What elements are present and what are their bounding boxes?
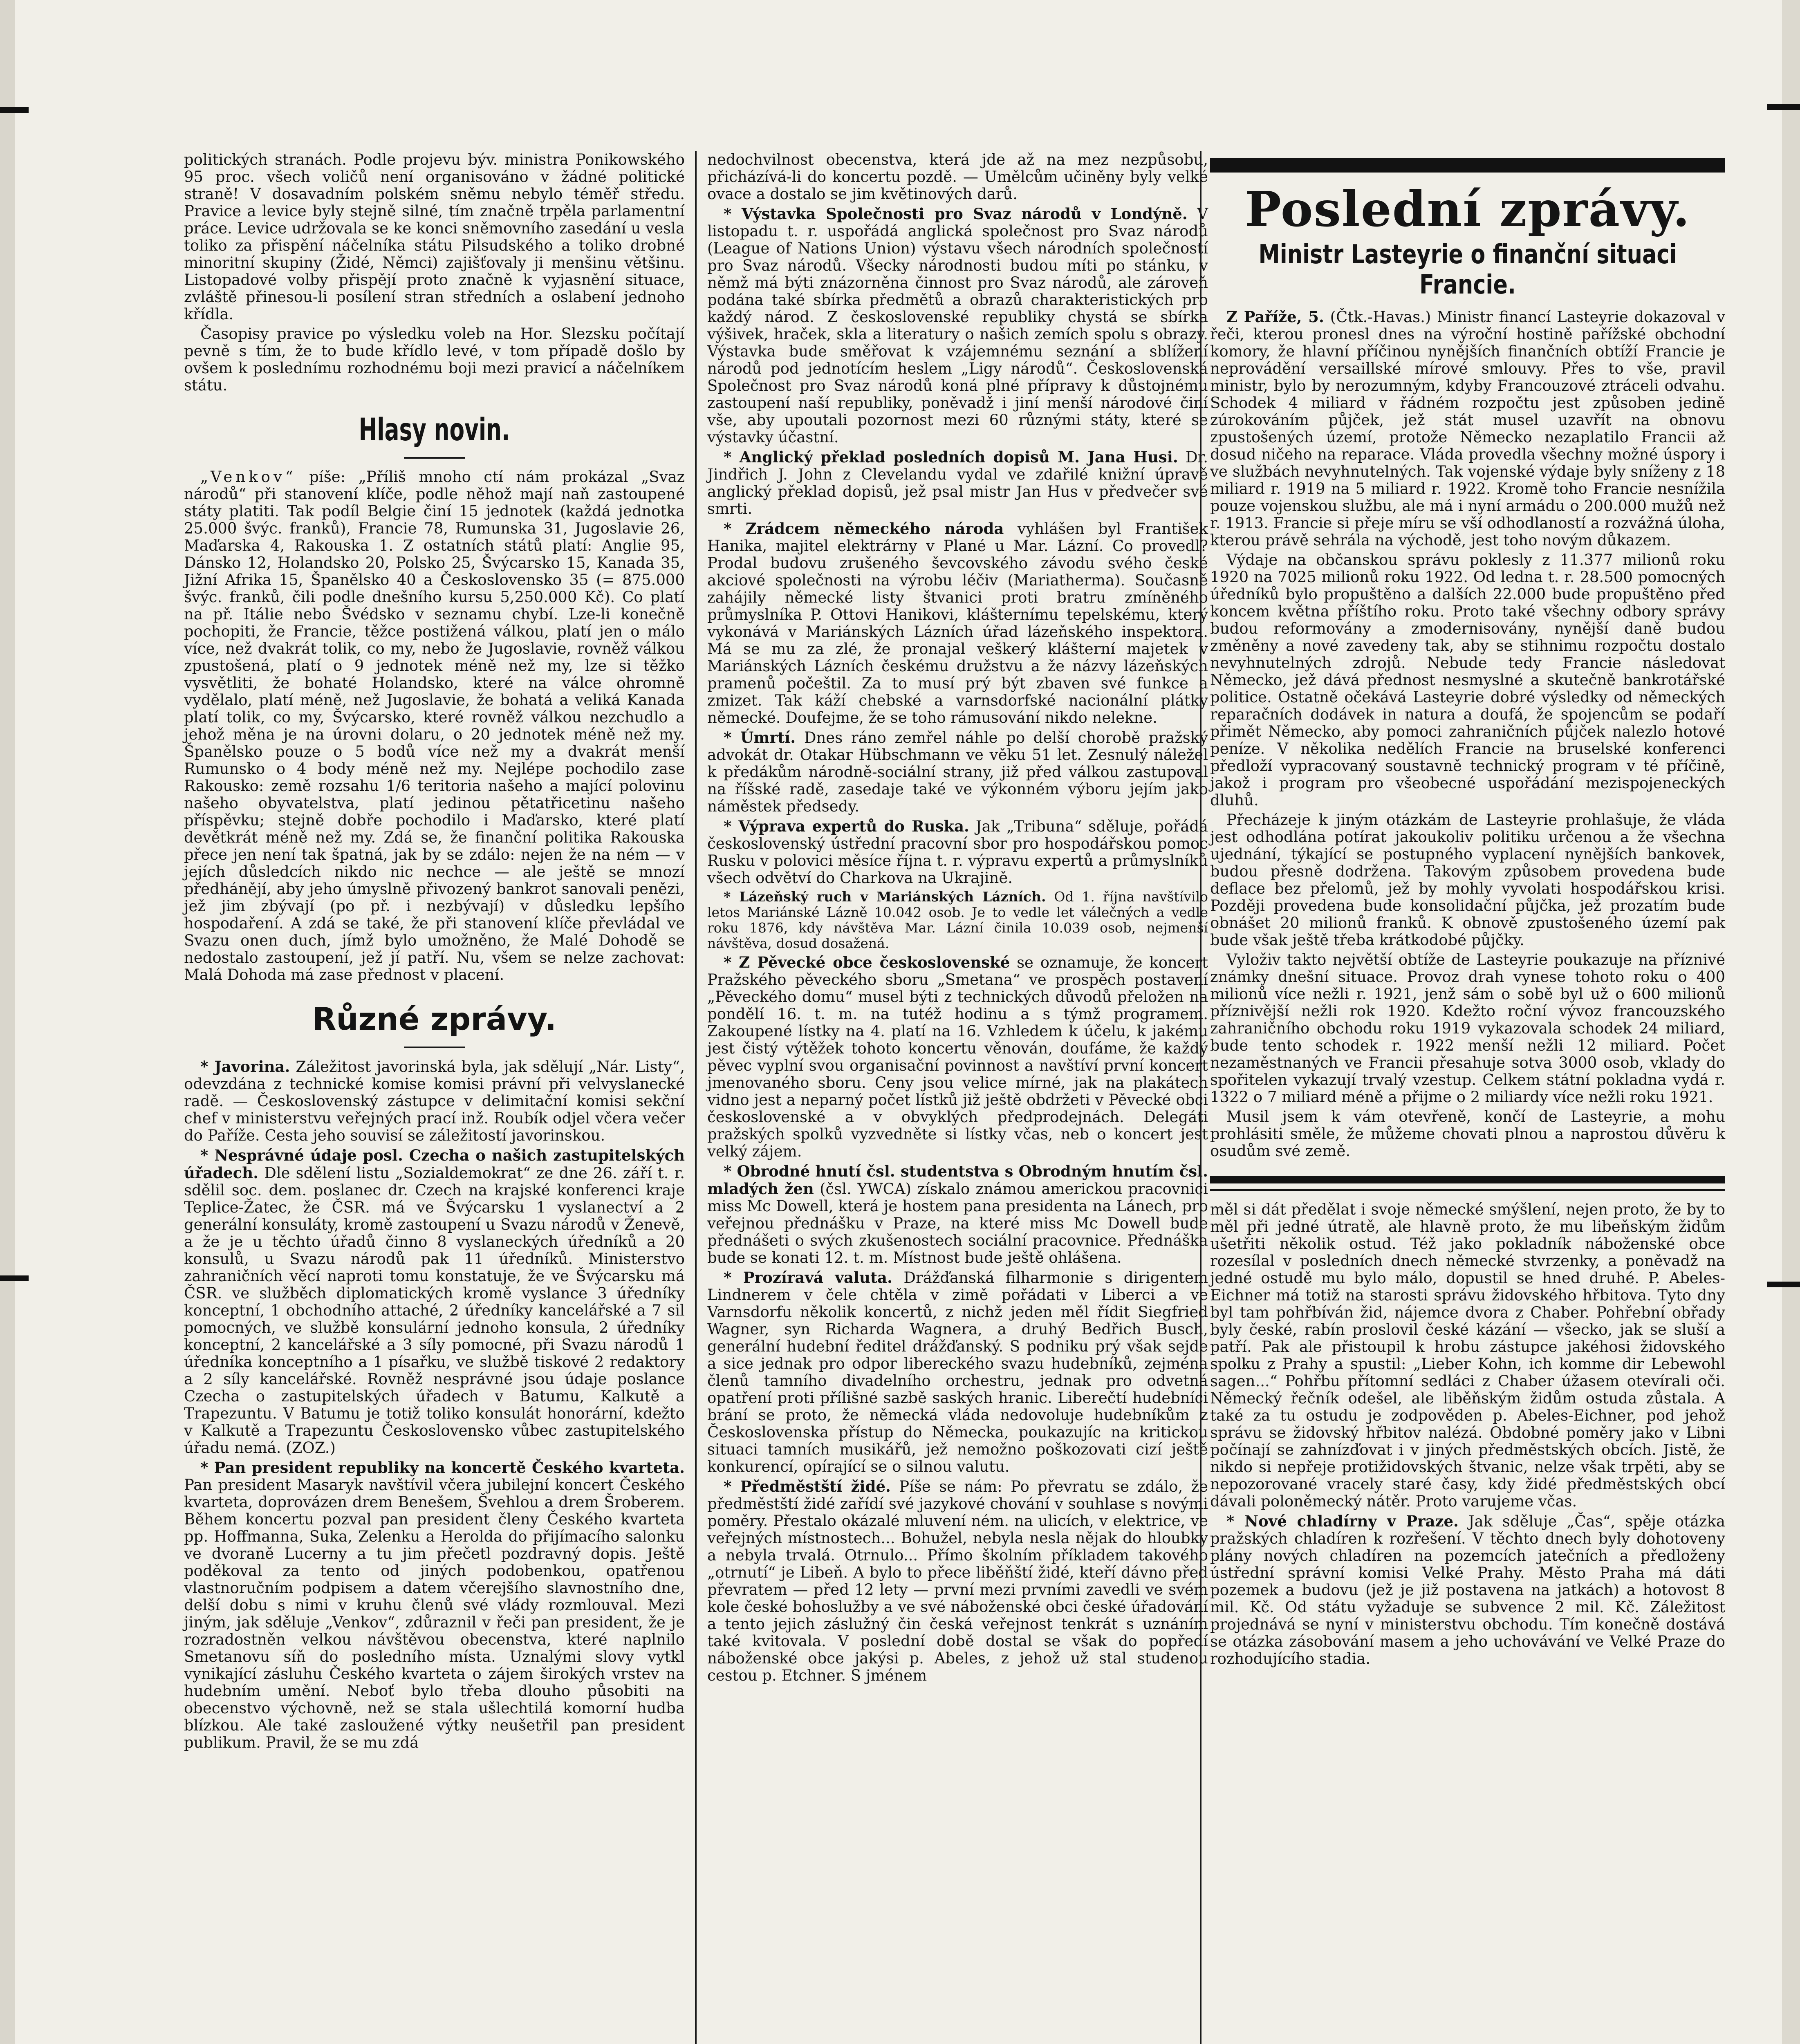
news-item [707,1269,1208,1475]
news-item-title: * Z Pěvecké obce československé [724,953,1010,971]
news-item-title: * Prozíravá valuta. [724,1269,892,1286]
news-item [1210,1513,1725,1667]
column-3 [1210,151,1725,1670]
news-item-title: * Lázeňský ruch v Mariánských Lázních. [724,889,1046,905]
article-paragraph: nedochvilnost obecenstva, která jde až na mez nezpůsobu, přicházívá-li do koncertu pozdě. — Umělcům učiněny byly velké ovace a dostalo se jim květinových darů. [707,151,1208,203]
news-item [707,520,1208,726]
news-item-title: * Nesprávné údaje posl. Czecha o našich zastupitelských úřadech. [184,1146,685,1182]
section-rule [1210,1189,1725,1191]
news-item-title: * Anglický překlad posledních dopisů M. Jana Husi. [724,448,1178,466]
article-headline: Ministr Lasteyrie o finanční situaci Francie. [1258,240,1677,300]
news-item-text: vyhlášen byl František Hanika, majitel elektrárny v Plané u Mar. Lázní. Co provedl? Prodal budovu zrušeného ševcovského závodu svého české akciové společnosti na výrobu léčiv (Mariatherma). Současně zahájily německé listy štvanici proti bratru zmíněného průmyslníka P. Ottovi Hanikovi, klášternímu tepelskému, který vykonává v Mariánských Lázních úřad lázeňského inspektora. Má se mu za zlé, že pronajal veškerý klášterní majetek v Mariánských Lázních českému družstvu a že názvy lázeňských pramenů počeštil. Za to musí prý být zbaven své funkce a zmizet. Tak káží chebské a varnsdorfské nacionální plátky německé. Doufejme, že se toho rámusování nikdo nelekne. [707,520,1208,726]
news-item-title: * Předměstští židé. [724,1477,891,1495]
news-item-text: Drážďanská filharmonie s dirigentem Lindnerem v čele chtěla v zimě pořádati v Liberci a ve Varnsdorfu několik koncertů, z nichž jeden měl řídit Siegfried Wagner, syn Richarda Wagnera, a druhý Bedřich Busch, generální hudební ředitel drážďanský. S podniku prý však sejde a sice jednak pro odpor libereckého svazu hudebníků, zejména členů tamního divadelního orchestru, jednak pro odvetná opatření proti přílišné sazbě saských hranic. Liberečtí hudebníci brání se proto, že německá vláda nedovoluje hudebníkům z Československa přístup do Německa, poukazujíc na kritickou situaci tamních musikářů, jež nemožno poškozovati cizí ještě konkurencí, opírající se o silnou valutu. [707,1269,1208,1475]
article-paragraph: měl si dát předělat i svoje německé smýšlení, nejen proto, že by to měl při jedné útratě, ale hlavně proto, že mu libeňským židům ušetřiti několik ostud. Též jako pokladník náboženské obce rozesílal v posledních dnech německé stvrzenky, a poněvadž na jedné ostudě mu bylo málo, dopustil se hned druhé. P. Abeles-Eichner má totiž na starosti správu židovského hřbitova. Tyto dny byl tam pohřbíván žid, nájemce dvora z Chaber. Pohřební obřady byly české, rabín proslovil české kázání — všecko, jak se sluší a patří. Pak ale přistoupil k hrobu zástupce jakéhosi židovského spolku z Prahy a spustil: „Lieber Kohn, ich komme dir Lebewohl sagen...“ Pohřbu přítomní sedláci z Chaber úžasem otevírali oči. Německý řečník odešel, ale liběňským židům ostuda zůstala. A také za tu ostudu je zodpověden p. Abeles-Eichner, pod jehož správu se židovský hřbitov nalézá. Obdobné poměry jako v Libni počínají se zahnízďovat i v jiných předměstských obcích. Jistě, že nikdo si nepřeje protižidovských štvanic, nelze však trpěti, aby se nepozorované vracely staré časy, kdy židé předměstských obcí dávali poloněmecký nátěr. Proto varujeme včas. [1210,1201,1725,1510]
article-paragraph: Vyloživ takto největší obtíže de Lasteyrie poukazuje na příznivé známky dnešní situace. Provoz drah vynese tohoto roku o 400 milionů více nežli r. 1921, jenž sám o sobě byl už o 600 milionů příznivější nežli rok 1920. Kdežto roční vývoz francouzského zahraničního obchodu roku 1919 vykazovala schodek 24 miliard, bude tento schodek r. 1922 menší nežli 12 miliard. Počet nezaměstnaných ve Francii přesahuje sotva 3000 osob, vklady do spořitelen vykazují trvalý vzestup. Celkem státní pokladna vydá r. 1322 o 7 miliard méně a přijme o 2 miliardy více nežli roku 1921. [1210,951,1725,1106]
news-item [707,448,1208,518]
column-1 [184,151,685,1754]
article-paragraph: Výdaje na občanskou správu poklesly z 11.377 milionů roku 1920 na 7025 milionů roku 1922. Od ledna t. r. 28.500 pomocných úředníků bylo propuštěno a dalších 22.000 bude propuštěno před koncem května příštího roku. Proto také všechny odbory správy budou reformovány a zmodernisovány, nynější daně budou změněny a nové zavedeny tak, aby se stihnimu rozpočtu dostalo nevyhnutelných zdrojů. Nebude tedy Francie následovat Německo, jež dává přednost nesmyslné a skutečně bankrotářské politice. Ostatně očekává Lasteyrie dobré výsledky od německých reparačních dodávek in natura a doufá, že spojencům se podaří přimět Německo, aby pomoci zahraničních půjček nalezlo hotové peníze. V několika nedělích Francie na bruselské konferenci předloží vypracovaný soustavně technický program v té příčině, jakož i program pro všeobecné uspořádání mezispojeneckých dluhů. [1210,551,1725,809]
press-review-paragraph [184,468,685,984]
news-item-title: * Zrádcem německého národa [724,520,1004,538]
dateline: Z Paříže, 5. [1226,308,1324,326]
section-bar [1210,1176,1725,1183]
news-item-text: se oznamuje, že koncert Pražského pěveckého sboru „Smetana“ ve prospěch postavení „Pěveckého domu“ musel býti z technických důvodů přeložen na pondělí 16. t. m. na tutéž hodinu a s týmž programem. Zakoupené lístky na 4. platí na 16. Vzhledem k účelu, k jakému jest čistý výtěžek tohoto koncertu věnován, doufáme, že každý pěvec vyplní svou organisační povinnost a navštíví první koncert jmenovaného sboru. Ceny jsou velice mírné, jak na plakátech vidno jest a neparný počet lístků již ještě obdržeti v Pěvecké obci československé a v obvyklých předprodejnách. Delegáti pražských spolků vyzvedněte si lístky včas, neb o koncert jest velký zájem. [707,954,1208,1160]
scan-edge-left [0,0,15,2044]
article-paragraph: Musil jsem k vám otevřeně, končí de Lasteyrie, a mohu prohlásiti směle, že můžeme chovati plnou a naprostou důvěru k osudům své země. [1210,1108,1725,1160]
news-item [707,818,1208,887]
news-item-text: Záležitost javorinská byla, jak sdělují „Nár. Listy“, odevzdána z technické komise komisi právní při velvyslanecké radě. — Československý zástupce v delimitační komisi sekční chef v ministerstvu veřejných prací inž. Roubík odjel včera večer do Paříže. Cesta jeho souvisí se záležitostí javorinskou. [184,1058,685,1144]
news-item [184,1459,685,1751]
article-paragraph [1210,308,1725,549]
source-name: „Venkov“ [200,468,296,486]
news-item [184,1147,685,1457]
article-paragraph: Časopisy pravice po výsledku voleb na Hor. Slezsku počítají pevně s tím, že to bude křídlo levé, v tom případě došlo by ovšem k poslednímu rozhodnému boji mezi pravicí a náčelníkem státu. [184,325,685,394]
news-item-title: * Nové chladírny v Praze. [1226,1512,1459,1530]
news-item [707,954,1208,1160]
news-item-title: * Výprava expertů do Ruska. [724,817,969,835]
news-item-text: (čsl. YWCA) získalo známou americkou pracovnici miss Mc Dowell, která je hostem pana presidenta na Lánech, pro veřejnou přednášku v Praze, na které miss Mc Dowell bude přednášeti o svých zkušenostech sociální pracovnice. Přednáška bude se konati 12. t. m. Místnost bude ještě ohlášena. [707,1180,1208,1266]
news-item-title: * Obrodné hnutí čsl. studentstva s Obrodným hnutím čsl. mladých žen [707,1162,1208,1198]
news-item [707,205,1208,446]
registration-mark [0,107,29,113]
section-heading-ruzne-zpravy: Různé zprávy. [312,1001,557,1037]
heading-rule [404,1047,465,1048]
section-heading-posledni-zpravy: Poslední zprávy. [1245,181,1690,238]
news-item [184,1058,685,1144]
news-item [707,1478,1208,1684]
news-item-title: * Javorina. [200,1058,290,1076]
news-item-title: * Pan president republiky na koncertě Českého kvarteta. [200,1459,685,1477]
news-item-text: Píše se nám: Po převratu se zdálo, že předměstští židé zařídí své jazykové chování v souhlase s novými poměry. Přestalo okázalé mluvení ném. na ulicích, v elektrice, ve veřejných místnostech... Bohužel, nebyla nesla nějak do hloubky a nebyla trvalá. Otrnulo... Přímo školním příkladem takového „otrnutí“ je Libeň. A bylo to přece liběňští židé, kteří dávno před převratem — před 12 lety — první mezi prvními zavedli ve svém kole české bohoslužby a ve své náboženské obci české úřadování a tento jejich záslužný čin česká veřejnost tenkrát s uznáním také kvitovala. V poslední době dostal se však do popředí náboženské obce jakýsi p. Abeles, z jehož už stal studenou cestou p. Etchner. S jménem [707,1478,1208,1684]
registration-mark [0,1275,29,1281]
scan-edge-right [1782,0,1800,2044]
news-item-text: Pan president Masaryk navštívil včera jubilejní koncert Českého kvarteta, doprovázen drem Benešem, Švehlou a drem Šroberem. Během koncertu pozval pan president členy Českého kvarteta pp. Hoffmanna, Suka, Zelenku a Herolda do přijímacího salonku ve dvoraně Lucerny a tu jim přečetl pozdravný dopis. Ještě poděkoval za tento od jiných podobenkou, opatřenou vlastnoručním podpisem a datem včerejšího slavnostního dne, delší dobu s nimi v kruhu členů své vlády rozmlouval. Mezi jiným, jak sděluje „Venkov“, zdůraznil v řeči pan president, že je rozradostněn velkou návštěvou obecenstva, které naplnilo Smetanovu síň do posledního místa. Uznalými slovy vytkl vynikající zásluhu Českého kvarteta o zájem širokých vrstev na hudebním umění. Neboť bylo třeba dlouho působiti na obecenstvo výchovně, než se stala ušlechtilá komorní hudba blízkou. Ale také zasloužené výtky neušetřil pan president publikum. Pravil, že se mu zdá [184,1476,685,1751]
article-paragraph: politických stranách. Podle projevu býv. ministra Ponikowského 95 proc. všech voličů není organisováno v žádné politické straně! V dosavadním polském sněmu nebylo téměř středu. Pravice a levice byly stejně silné, tím značně trpěla parlamentní práce. Levice udržovala se ke konci sněmovního zasedání u vesla toliko za přispění náčelníka státu Pilsudského a toliko drobné minoritní skupiny (Židé, Němci) zajišťovaly ji menšinu většinu. Listopadové volby přispějí proto značně k vyjasnění situace, zvláště přinesou-li posílení stran středních a oslabení jednoho křídla. [184,151,685,323]
section-heading-hlasy-novin: Hlasy novin. [359,411,510,448]
news-item-text: Jak „Tribuna“ sděluje, pořádá československý ústřední pracovní sbor pro hospodářskou pomoc Rusku v polovici měsíce října t. r. výpravu expertů a průmyslníků všech odvětví do Charkova na Ukrajině. [707,818,1208,887]
news-item [707,729,1208,815]
registration-mark [1767,1282,1800,1287]
section-bar [1210,158,1725,173]
news-item-text: Dr. Jindřich J. John z Clevelandu vydal ve zdařilé knižní úpravě anglický překlad dopisů, jež psal mistr Jan Hus v předvečer své smrti. [707,448,1208,518]
news-item-text: Dle sdělení listu „Sozialdemokrat“ ze dne 26. září t. r. sdělil soc. dem. poslanec dr. Czech na krajské konferenci kraje Teplice-Žatec, že ČSR. má ve Švýcarsku 1 vyslanectví a 2 generální konsuláty, kromě zastoupení u Svazu národů v Ženevě, a že je u těchto úřadů činno 8 vyslaneckých úředníků a 20 konsulů, u Svazu národů pak 11 úředníků. Ministerstvo zahraničních věcí naproti tomu konstatuje, že ve Švýcarsku má ČSR. ve služběch diplomatických kromě vyslance 3 úředníky konceptní, 1 obchodního attaché, 2 úředníky kancelářské a 7 sil pomocných, ve službě konsulární jednoho konsula, 2 úředníky konceptní, 2 kancelářské a 3 síly pomocné, při Svazu národů 1 úředníka konceptního a 1 písařku, ve službě tiskové 2 redaktory a 2 síly kancelářské. Rovněž nesprávné jsou údaje poslance Czecha o zastupitelských úřadech v Batumu, Kalkutě a Trapezuntu. V Batumu je totiž toliko konsulát honorární, kdežto v Kalkutě a Trapezuntu Československo vůbec zastupitelského úřadu nemá. (ZOZ.) [184,1164,685,1457]
article-text: (Čtk.-Havas.) Ministr financí Lasteyrie dokazoval v řeči, kterou pronesl dnes na výroční hostině pařížské obchodní komory, že hlavní příčinou nynějších finančních obtíží Francie je neprovádění versaillské mírové smlouvy. Přes to vše, pravil ministr, bylo by nerozumným, kdyby Francouzové ztráceli odvahu. Schodek 4 miliard v řádném rozpočtu jest způsoben jedině zúrokováním půjček, jež stát musel uzavřít na obnovu zpustošených území, protože Německo nezaplatilo Francii až dosud ničeho na reparace. Vláda provedla všechny možné úspory i ve službách nevyhnutelných. Tak vojenské výdaje byly sníženy z 18 miliard r. 1919 na 5 miliard r. 1922. Kromě toho Francie nesnížila pouze vojenskou službu, ale má i nyní armádu o 200.000 mužů než r. 1913. Francie si přeje míru se vší odhodlaností a rozvážná úloha, kterou právě sehrála na východě, jest toho novým důkazem. [1210,308,1725,549]
column-rule [695,151,697,2044]
column-2 [707,151,1208,1687]
heading-rule [404,457,465,459]
news-item-text: Jak sděluje „Čas“, spěje otázka pražských chladíren k rozřešení. V těchto dnech byly dohotoveny plány nových chladíren na pozemcích jatečních a předloženy ústřední správní komisi Velké Prahy. Město Praha má dáti pozemek a budovu (jež je již postavena na jatkách) a hotovost 8 mil. Kč. Od státu vyžaduje se subvence 2 mil. Kč. Záležitost projednává se nyní v ministerstvu obchodu. Tím konečně dostává se otázka zásobování masem a jeho uchovávání ve Velké Praze do rozhodujícího stadia. [1210,1513,1725,1667]
article-paragraph: Přecházeje k jiným otázkám de Lasteyrie prohlašuje, že vláda jest odhodlána potírat jakoukoliv politiku určenou a že všechna ujednání, týkající se postupného vyplacení nynějších bankovek, budou přesně dodržena. Takovým způsobem provedena bude deflace bez přelomů, jež by mohly vyvolati hospodářskou krisi. Později provedena bude konsolidační půjčka, jež prozatím bude obnášet 20 milionů franků. K obnově zpustošeného území pak bude však ještě třeba krátkodobé půjčky. [1210,811,1725,949]
news-item-text: Od 1. října navštívilo letos Mariánské Lázně 10.042 osob. Je to vedle let válečných a vedle roku 1876, kdy návštěva Mar. Lázní činila 10.039 osob, nejmenší návštěva, dosud dosažená. [707,889,1208,951]
news-item [707,889,1208,951]
news-item [707,1163,1208,1266]
registration-mark [1767,104,1800,110]
news-item-text: V listopadu t. r. uspořádá anglická společnost pro Svaz národů (League of Nations Union) výstavu všech národních společností pro Svaz národů. Všecky národnosti budou míti po stánku, v němž má býti znázorněna činnost pro Svaz národů, ale zároveň podána také sbírka předmětů a obrazů charakteristických pro každý národ. Z československé republiky chystá se sbírka výšivek, hraček, skla a literatury o našich zemích spolu s obrazy. Výstavka bude směřovat k vzájemnému seznání a sblížení národů pod jednotícím heslem „Ligy národů“. Československá Společnost pro Svaz národů koná plné přípravy k důstojnému zastoupení naší republiky, poněvadž i jiní menší národové činí vše, aby upoutali pozornost mezi 60 různými státy, které se výstavky účastní. [707,205,1208,446]
press-review-text: píše: „Příliš mnoho ctí nám prokázal „Svaz národů“ při stanovení klíče, podle něhož mají naň zastoupené státy platiti. Tak podíl Belgie činí 15 jednotek (každá jednotka 25.000 švýc. franků), Francie 78, Rumunska 31, Jugoslavie 26, Maďarska 4, Rakouska 1. Z ostatních států platí: Anglie 95, Dánsko 12, Holandsko 20, Polsko 25, Švýcarsko 15, Kanada 35, Jižní Afrika 15, Španělsko 40 a Československo 35 (= 875.000 švýc. franků, čili podle dnešního kursu 5,250.000 Kč). Co platí na př. Itálie nebo Švédsko v seznamu chybí. Lze-li konečně pochopiti, že Francie, těžce postižená válkou, platí jen o málo více, než dvakrát tolik, co my, nebo že Jugoslavie, rovněž válkou zpustošená, platí o 9 jednotek méně než my, lze si těžko vysvětliti, že bohaté Holandsko, které na válce ohromně vydělalo, platí méně, než Jugoslavie, že bohatá a veliká Kanada platí tolik, co my, Švýcarsko, které rovněž válkou nezchudlo a jehož měna je na úrovni dolaru, o 20 jednotek méně než my. Španělsko pouze o 5 bodů více než my a dvakrát menší Rumunsko o 4 body méně než my. Nejlépe pochodilo zase Rakousko: země rozsahu 1/6 teritoria našeho a mající polovinu našeho obyvatelstva, platí jedinou pětatřicetinu našeho příspěvku; stejně dobře pochodilo i Maďarsko, které platí devětkrát méně než my. Zdá se, že finanční politika Rakouska přece jen není tak špatná, jak by se zdálo: nejen že na ném — v jejích důsledcích nikdo nic nechce — ale ještě se mnozí předhánějí, aby jeho úmyslně přivozený bankrot sanovali penězi, jež jim zbývají (po př. i nezbývají) v důsledku lepšího hospodaření. A zdá se také, že při stanovení klíče převládal ve Svazu onen duch, jímž bylo umožněno, že Malé Dohodě se nedostalo zastoupení, jež jí patří. Nu, všem se nelze zachovat: Malá Dohoda má zase přednost v placení. [184,468,685,984]
news-item-title: * Úmrtí. [724,728,796,746]
news-item-text: Dnes ráno zemřel náhle po delší chorobě pražský advokát dr. Otakar Hübschmann ve věku 51 let. Zesnulý náležel k předákům národně-sociální strany, již před válkou zastupoval na říšské radě, zasedaje také ve výkonném výboru jejím jako náměstek předsedy. [707,729,1208,815]
news-item-title: * Výstavka Společnosti pro Svaz národů v Londýně. [724,205,1188,223]
